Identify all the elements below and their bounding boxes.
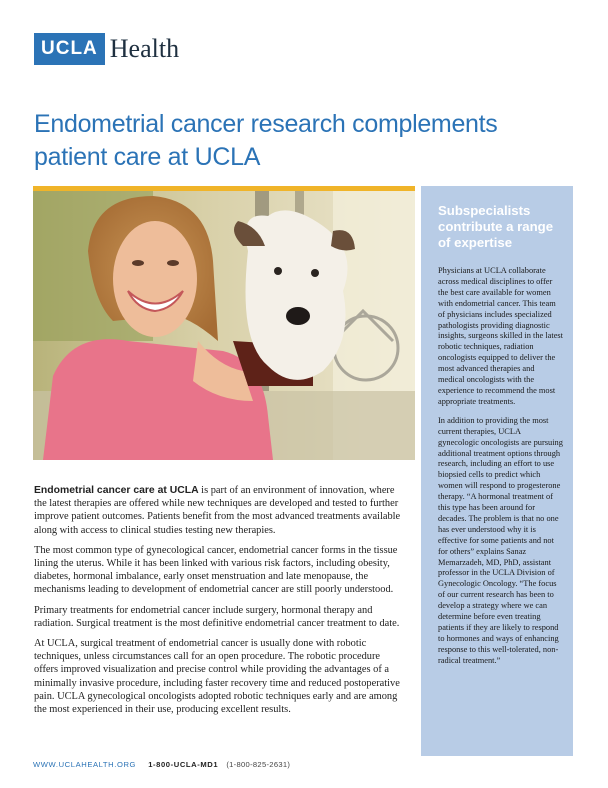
- sidebar-paragraph-1: Physicians at UCLA collaborate across medical disciplines to offer the best care available for women with endometrial cancer. This team of physicians includes specialized pathologists providing diagnostic insights, surgeons skilled in the latest robotic techniques, radiation oncologists equipped to deliver the most advanced therapies and medical oncologists with the experience to recommend the most appropriate treatments.: [438, 266, 563, 406]
- paragraph-2: The most common type of gynecological cancer, endometrial cancer forms in the tissue lining the uterus. While it has been linked with various risk factors, including obesity, diabetes, hormonal imbalance, early onset menstruation and late menopause, the mechanisms leading to development of endometrial cancer are still poorly understood.: [34, 544, 398, 596]
- ucla-health-logo: [34, 33, 179, 65]
- paragraph-3: Primary treatments for endometrial cancer include surgery, hormonal therapy and radiation. Surgical treatment is the most definitive endometrial cancer treatment to date.: [34, 604, 400, 629]
- sidebar-panel: [421, 186, 573, 756]
- hero-photo: [33, 191, 415, 460]
- sidebar-title: Subspecialists contribute a range of expertise: [438, 203, 554, 250]
- intro-rest: is part of an environment of innovation, where the latest therapies are offered while new techniques are developed and tested to further improve patient outcomes. Patients benefit from the most advanced treatments available along with access to clinical studies testing new therapies.: [34, 485, 401, 536]
- main-article: [34, 484, 406, 723]
- sidebar-text: [438, 266, 563, 667]
- intro-lead: Endometrial cancer care at UCLA: [34, 485, 199, 496]
- website-link[interactable]: WWW.UCLAHEALTH.ORG: [33, 760, 137, 769]
- page-title: Endometrial cancer research complements patient care at UCLA: [34, 110, 498, 171]
- phone-numeric: (1-800-825-2631): [226, 760, 291, 769]
- intro-paragraph: [34, 484, 406, 537]
- phone-number: 1-800-UCLA-MD1: [148, 760, 219, 769]
- paragraph-4: At UCLA, surgical treatment of endometrial cancer is usually done with robotic techniques, unless circumstances call for an open procedure. The robotic procedure offers improved visualization and precise control while providing the advantages of a minimally invasive procedure, including faster recovery time and reduced postoperative pain. UCLA gynecological oncologists adopted robotic techniques early and are among the most experienced in their use, producing excellent results.: [34, 638, 400, 716]
- logo-wordmark: Health: [109, 34, 180, 63]
- logo-mark: UCLA: [34, 33, 105, 65]
- footer: [33, 757, 290, 773]
- sidebar-paragraph-2: In addition to providing the most current therapies, UCLA gynecologic oncologists are pursuing additional treatment options through research, including an effort to use biopsied cells to predict which women will respond to progesterone therapy. “A hormonal treatment of this type has been around for decades. The problem is that no one has ever understood why it is effective for some patients and not for others” explains Sanaz Memarzadeh, MD, PhD, assistant professor in the UCLA Division of Gynecologic Oncology. “The focus of our current research has been to develop a strategy where we can determine before even treating patients if they are likely to respond to hormones and ways of enhancing response to this well-tolerated, non-radical treatment.”: [438, 415, 563, 665]
